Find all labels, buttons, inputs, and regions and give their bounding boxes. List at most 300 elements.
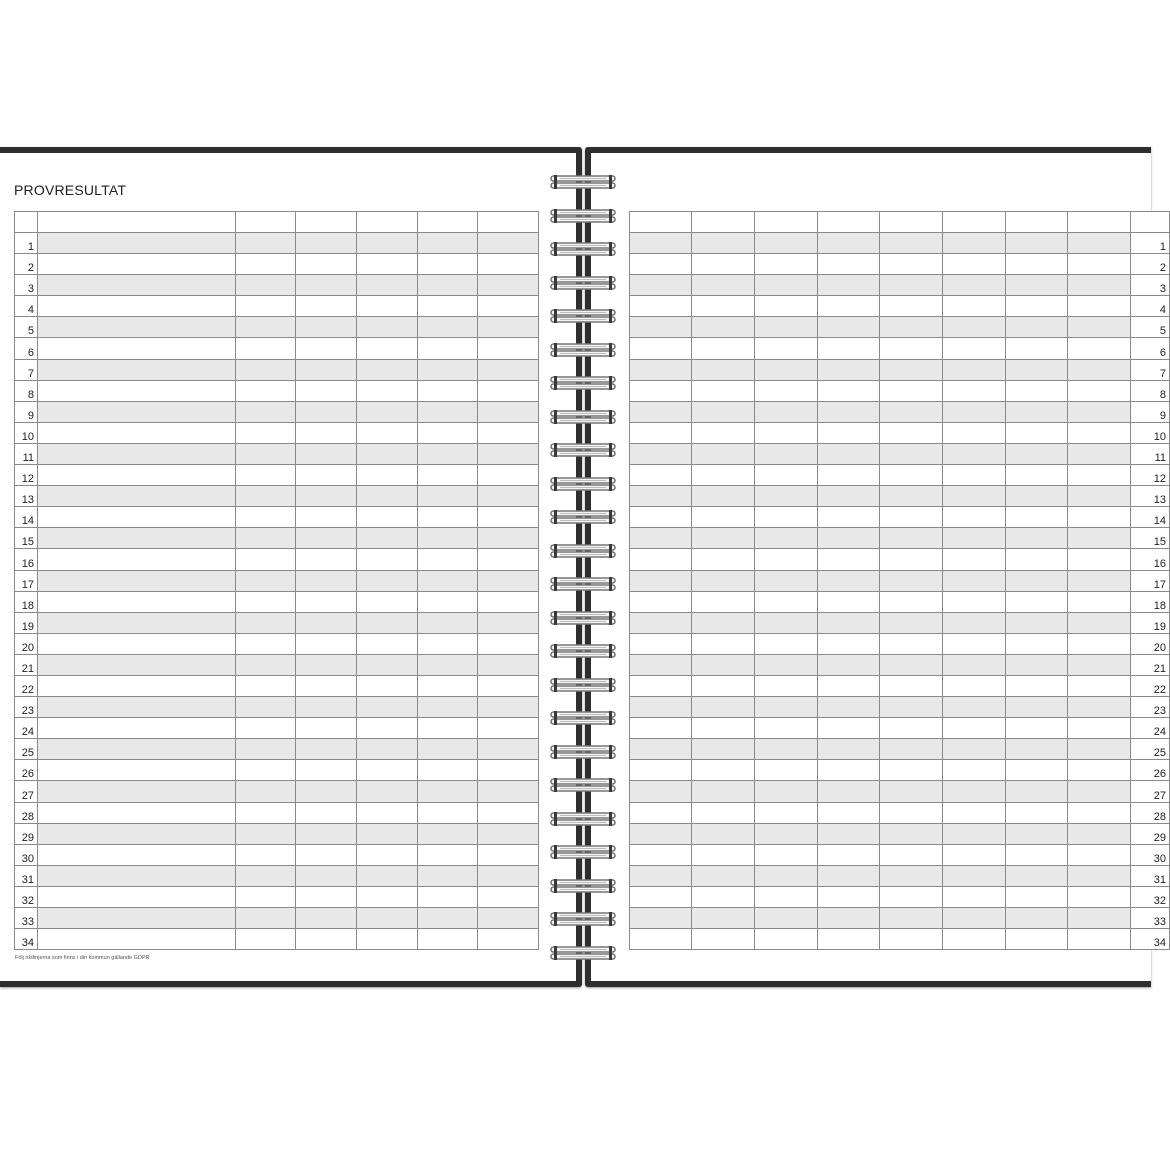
result-cell[interactable] <box>1006 886 1068 907</box>
result-cell[interactable] <box>630 865 692 886</box>
result-cell[interactable] <box>880 612 943 633</box>
result-cell[interactable] <box>880 697 943 718</box>
result-cell[interactable] <box>1068 422 1131 443</box>
result-cell[interactable] <box>943 443 1006 464</box>
result-cell[interactable] <box>478 528 539 549</box>
result-cell[interactable] <box>236 422 296 443</box>
result-cell[interactable] <box>236 507 296 528</box>
result-cell[interactable] <box>1068 591 1131 612</box>
result-cell[interactable] <box>818 591 880 612</box>
result-cell[interactable] <box>236 886 296 907</box>
result-cell[interactable] <box>818 380 880 401</box>
result-cell[interactable] <box>296 296 357 317</box>
result-cell[interactable] <box>943 844 1006 865</box>
result-cell[interactable] <box>880 802 943 823</box>
result-cell[interactable] <box>818 802 880 823</box>
result-cell[interactable] <box>880 718 943 739</box>
result-cell[interactable] <box>818 654 880 675</box>
result-cell[interactable] <box>357 338 418 359</box>
result-cell[interactable] <box>236 296 296 317</box>
result-cell[interactable] <box>1068 275 1131 296</box>
result-cell[interactable] <box>296 443 357 464</box>
result-cell[interactable] <box>1006 802 1068 823</box>
result-cell[interactable] <box>755 697 818 718</box>
header-cell[interactable] <box>630 212 692 233</box>
result-cell[interactable] <box>357 549 418 570</box>
result-cell[interactable] <box>692 612 755 633</box>
result-cell[interactable] <box>1068 528 1131 549</box>
result-cell[interactable] <box>1006 254 1068 275</box>
result-cell[interactable] <box>755 338 818 359</box>
result-cell[interactable] <box>357 233 418 254</box>
result-cell[interactable] <box>418 275 478 296</box>
result-cell[interactable] <box>1006 486 1068 507</box>
result-cell[interactable] <box>296 823 357 844</box>
result-cell[interactable] <box>478 697 539 718</box>
result-cell[interactable] <box>418 865 478 886</box>
result-cell[interactable] <box>818 486 880 507</box>
result-cell[interactable] <box>1006 865 1068 886</box>
header-cell[interactable] <box>418 212 478 233</box>
result-cell[interactable] <box>755 422 818 443</box>
result-cell[interactable] <box>818 275 880 296</box>
result-cell[interactable] <box>357 802 418 823</box>
result-cell[interactable] <box>692 486 755 507</box>
result-cell[interactable] <box>692 254 755 275</box>
result-cell[interactable] <box>943 422 1006 443</box>
result-cell[interactable] <box>236 275 296 296</box>
result-cell[interactable] <box>296 359 357 380</box>
result-cell[interactable] <box>478 633 539 654</box>
result-cell[interactable] <box>755 633 818 654</box>
result-cell[interactable] <box>478 760 539 781</box>
result-cell[interactable] <box>818 633 880 654</box>
result-cell[interactable] <box>1006 380 1068 401</box>
result-cell[interactable] <box>357 443 418 464</box>
result-cell[interactable] <box>478 338 539 359</box>
result-cell[interactable] <box>478 486 539 507</box>
result-cell[interactable] <box>418 718 478 739</box>
result-cell[interactable] <box>818 612 880 633</box>
result-cell[interactable] <box>236 802 296 823</box>
result-cell[interactable] <box>478 380 539 401</box>
result-cell[interactable] <box>818 296 880 317</box>
result-cell[interactable] <box>755 528 818 549</box>
result-cell[interactable] <box>418 233 478 254</box>
result-cell[interactable] <box>296 549 357 570</box>
header-cell[interactable] <box>1006 212 1068 233</box>
result-cell[interactable] <box>755 317 818 338</box>
result-cell[interactable] <box>357 654 418 675</box>
result-cell[interactable] <box>755 612 818 633</box>
result-cell[interactable] <box>818 739 880 760</box>
result-cell[interactable] <box>1068 718 1131 739</box>
result-cell[interactable] <box>630 359 692 380</box>
result-cell[interactable] <box>478 823 539 844</box>
result-cell[interactable] <box>818 507 880 528</box>
result-cell[interactable] <box>630 612 692 633</box>
result-cell[interactable] <box>943 380 1006 401</box>
result-cell[interactable] <box>880 865 943 886</box>
result-cell[interactable] <box>418 338 478 359</box>
result-cell[interactable] <box>943 886 1006 907</box>
result-cell[interactable] <box>357 739 418 760</box>
result-cell[interactable] <box>236 929 296 950</box>
result-cell[interactable] <box>692 233 755 254</box>
result-cell[interactable] <box>418 570 478 591</box>
result-cell[interactable] <box>818 422 880 443</box>
result-cell[interactable] <box>755 929 818 950</box>
result-cell[interactable] <box>296 486 357 507</box>
result-cell[interactable] <box>880 844 943 865</box>
result-cell[interactable] <box>38 823 236 844</box>
result-cell[interactable] <box>818 929 880 950</box>
result-cell[interactable] <box>1006 338 1068 359</box>
result-cell[interactable] <box>630 844 692 865</box>
result-cell[interactable] <box>38 422 236 443</box>
result-cell[interactable] <box>630 760 692 781</box>
result-cell[interactable] <box>1068 317 1131 338</box>
result-cell[interactable] <box>692 908 755 929</box>
result-cell[interactable] <box>1006 528 1068 549</box>
result-cell[interactable] <box>692 697 755 718</box>
result-cell[interactable] <box>755 401 818 422</box>
result-cell[interactable] <box>943 781 1006 802</box>
result-cell[interactable] <box>296 844 357 865</box>
result-cell[interactable] <box>880 528 943 549</box>
result-cell[interactable] <box>943 570 1006 591</box>
result-cell[interactable] <box>1006 422 1068 443</box>
result-cell[interactable] <box>38 697 236 718</box>
result-cell[interactable] <box>236 591 296 612</box>
result-cell[interactable] <box>880 929 943 950</box>
result-cell[interactable] <box>1068 654 1131 675</box>
result-cell[interactable] <box>357 359 418 380</box>
result-cell[interactable] <box>1006 507 1068 528</box>
result-cell[interactable] <box>1006 549 1068 570</box>
result-cell[interactable] <box>38 570 236 591</box>
result-cell[interactable] <box>943 465 1006 486</box>
result-cell[interactable] <box>478 591 539 612</box>
result-cell[interactable] <box>357 886 418 907</box>
result-cell[interactable] <box>1006 296 1068 317</box>
result-cell[interactable] <box>357 275 418 296</box>
result-cell[interactable] <box>1068 633 1131 654</box>
result-cell[interactable] <box>692 443 755 464</box>
result-cell[interactable] <box>478 296 539 317</box>
result-cell[interactable] <box>38 549 236 570</box>
result-cell[interactable] <box>296 612 357 633</box>
result-cell[interactable] <box>38 443 236 464</box>
result-cell[interactable] <box>1006 359 1068 380</box>
result-cell[interactable] <box>478 802 539 823</box>
result-cell[interactable] <box>236 908 296 929</box>
result-cell[interactable] <box>38 908 236 929</box>
result-cell[interactable] <box>755 844 818 865</box>
result-cell[interactable] <box>630 633 692 654</box>
result-cell[interactable] <box>38 507 236 528</box>
result-cell[interactable] <box>418 401 478 422</box>
result-cell[interactable] <box>296 465 357 486</box>
result-cell[interactable] <box>943 296 1006 317</box>
result-cell[interactable] <box>692 591 755 612</box>
result-cell[interactable] <box>943 675 1006 696</box>
result-cell[interactable] <box>755 718 818 739</box>
header-cell[interactable] <box>692 212 755 233</box>
result-cell[interactable] <box>1006 633 1068 654</box>
result-cell[interactable] <box>1068 760 1131 781</box>
result-cell[interactable] <box>1006 612 1068 633</box>
result-cell[interactable] <box>880 549 943 570</box>
result-cell[interactable] <box>943 317 1006 338</box>
result-cell[interactable] <box>755 296 818 317</box>
result-cell[interactable] <box>1006 781 1068 802</box>
result-cell[interactable] <box>818 443 880 464</box>
result-cell[interactable] <box>755 486 818 507</box>
result-cell[interactable] <box>418 697 478 718</box>
header-cell[interactable] <box>296 212 357 233</box>
result-cell[interactable] <box>943 507 1006 528</box>
result-cell[interactable] <box>818 908 880 929</box>
result-cell[interactable] <box>1068 338 1131 359</box>
result-cell[interactable] <box>38 633 236 654</box>
result-cell[interactable] <box>1068 443 1131 464</box>
result-cell[interactable] <box>478 865 539 886</box>
result-cell[interactable] <box>818 401 880 422</box>
result-cell[interactable] <box>478 254 539 275</box>
result-cell[interactable] <box>630 886 692 907</box>
result-cell[interactable] <box>418 781 478 802</box>
result-cell[interactable] <box>880 380 943 401</box>
result-cell[interactable] <box>418 591 478 612</box>
result-cell[interactable] <box>236 612 296 633</box>
result-cell[interactable] <box>236 675 296 696</box>
result-cell[interactable] <box>943 254 1006 275</box>
result-cell[interactable] <box>692 338 755 359</box>
result-cell[interactable] <box>357 401 418 422</box>
result-cell[interactable] <box>296 275 357 296</box>
result-cell[interactable] <box>943 823 1006 844</box>
result-cell[interactable] <box>418 675 478 696</box>
header-cell[interactable] <box>357 212 418 233</box>
result-cell[interactable] <box>418 528 478 549</box>
result-cell[interactable] <box>818 317 880 338</box>
result-cell[interactable] <box>296 401 357 422</box>
result-cell[interactable] <box>478 465 539 486</box>
result-cell[interactable] <box>1006 401 1068 422</box>
result-cell[interactable] <box>296 422 357 443</box>
result-cell[interactable] <box>478 781 539 802</box>
result-cell[interactable] <box>478 675 539 696</box>
result-cell[interactable] <box>236 697 296 718</box>
result-cell[interactable] <box>943 633 1006 654</box>
header-cell[interactable] <box>15 212 38 233</box>
result-cell[interactable] <box>357 675 418 696</box>
result-cell[interactable] <box>943 401 1006 422</box>
result-cell[interactable] <box>357 591 418 612</box>
result-cell[interactable] <box>1006 675 1068 696</box>
result-cell[interactable] <box>880 654 943 675</box>
result-cell[interactable] <box>692 886 755 907</box>
header-cell[interactable] <box>1131 212 1170 233</box>
result-cell[interactable] <box>1006 739 1068 760</box>
result-cell[interactable] <box>38 465 236 486</box>
result-cell[interactable] <box>418 443 478 464</box>
result-cell[interactable] <box>38 718 236 739</box>
result-cell[interactable] <box>236 486 296 507</box>
result-cell[interactable] <box>943 802 1006 823</box>
result-cell[interactable] <box>357 697 418 718</box>
result-cell[interactable] <box>818 886 880 907</box>
result-cell[interactable] <box>478 718 539 739</box>
header-cell[interactable] <box>755 212 818 233</box>
result-cell[interactable] <box>296 528 357 549</box>
result-cell[interactable] <box>38 675 236 696</box>
result-cell[interactable] <box>236 380 296 401</box>
result-cell[interactable] <box>1006 465 1068 486</box>
result-cell[interactable] <box>1006 570 1068 591</box>
result-cell[interactable] <box>1068 886 1131 907</box>
result-cell[interactable] <box>943 760 1006 781</box>
result-cell[interactable] <box>357 781 418 802</box>
result-cell[interactable] <box>943 739 1006 760</box>
result-cell[interactable] <box>755 739 818 760</box>
result-cell[interactable] <box>692 422 755 443</box>
result-cell[interactable] <box>880 338 943 359</box>
result-cell[interactable] <box>630 507 692 528</box>
result-cell[interactable] <box>418 823 478 844</box>
result-cell[interactable] <box>755 760 818 781</box>
result-cell[interactable] <box>943 718 1006 739</box>
result-cell[interactable] <box>296 633 357 654</box>
result-cell[interactable] <box>357 760 418 781</box>
result-cell[interactable] <box>1068 549 1131 570</box>
result-cell[interactable] <box>1068 802 1131 823</box>
result-cell[interactable] <box>943 908 1006 929</box>
result-cell[interactable] <box>692 929 755 950</box>
result-cell[interactable] <box>236 549 296 570</box>
result-cell[interactable] <box>418 929 478 950</box>
result-cell[interactable] <box>418 317 478 338</box>
result-cell[interactable] <box>357 528 418 549</box>
result-cell[interactable] <box>943 865 1006 886</box>
result-cell[interactable] <box>418 633 478 654</box>
result-cell[interactable] <box>357 296 418 317</box>
result-cell[interactable] <box>38 233 236 254</box>
result-cell[interactable] <box>630 486 692 507</box>
result-cell[interactable] <box>236 338 296 359</box>
result-cell[interactable] <box>880 908 943 929</box>
result-cell[interactable] <box>818 338 880 359</box>
result-cell[interactable] <box>236 317 296 338</box>
result-cell[interactable] <box>630 465 692 486</box>
result-cell[interactable] <box>755 570 818 591</box>
result-cell[interactable] <box>630 380 692 401</box>
result-cell[interactable] <box>1068 465 1131 486</box>
header-cell[interactable] <box>880 212 943 233</box>
result-cell[interactable] <box>1006 275 1068 296</box>
result-cell[interactable] <box>692 781 755 802</box>
result-cell[interactable] <box>1068 781 1131 802</box>
result-cell[interactable] <box>38 528 236 549</box>
result-cell[interactable] <box>296 760 357 781</box>
result-cell[interactable] <box>943 275 1006 296</box>
result-cell[interactable] <box>880 233 943 254</box>
result-cell[interactable] <box>755 908 818 929</box>
result-cell[interactable] <box>818 254 880 275</box>
result-cell[interactable] <box>755 886 818 907</box>
result-cell[interactable] <box>1006 929 1068 950</box>
header-cell[interactable] <box>236 212 296 233</box>
result-cell[interactable] <box>630 338 692 359</box>
result-cell[interactable] <box>692 528 755 549</box>
result-cell[interactable] <box>38 275 236 296</box>
result-cell[interactable] <box>478 549 539 570</box>
result-cell[interactable] <box>630 401 692 422</box>
result-cell[interactable] <box>357 612 418 633</box>
result-cell[interactable] <box>38 760 236 781</box>
result-cell[interactable] <box>630 654 692 675</box>
result-cell[interactable] <box>692 718 755 739</box>
result-cell[interactable] <box>38 338 236 359</box>
result-cell[interactable] <box>1068 823 1131 844</box>
result-cell[interactable] <box>38 865 236 886</box>
result-cell[interactable] <box>236 718 296 739</box>
result-cell[interactable] <box>692 739 755 760</box>
result-cell[interactable] <box>630 233 692 254</box>
result-cell[interactable] <box>236 633 296 654</box>
result-cell[interactable] <box>478 612 539 633</box>
result-cell[interactable] <box>755 443 818 464</box>
result-cell[interactable] <box>38 739 236 760</box>
result-cell[interactable] <box>818 233 880 254</box>
result-cell[interactable] <box>692 844 755 865</box>
result-cell[interactable] <box>1006 760 1068 781</box>
result-cell[interactable] <box>1006 317 1068 338</box>
result-cell[interactable] <box>818 844 880 865</box>
result-cell[interactable] <box>818 570 880 591</box>
result-cell[interactable] <box>236 654 296 675</box>
result-cell[interactable] <box>478 359 539 380</box>
result-cell[interactable] <box>880 443 943 464</box>
result-cell[interactable] <box>755 233 818 254</box>
result-cell[interactable] <box>236 443 296 464</box>
result-cell[interactable] <box>880 486 943 507</box>
result-cell[interactable] <box>1068 929 1131 950</box>
result-cell[interactable] <box>880 886 943 907</box>
result-cell[interactable] <box>692 633 755 654</box>
result-cell[interactable] <box>38 380 236 401</box>
result-cell[interactable] <box>630 675 692 696</box>
result-cell[interactable] <box>692 465 755 486</box>
result-cell[interactable] <box>236 401 296 422</box>
result-cell[interactable] <box>1068 486 1131 507</box>
result-cell[interactable] <box>418 549 478 570</box>
result-cell[interactable] <box>630 929 692 950</box>
result-cell[interactable] <box>1068 612 1131 633</box>
result-cell[interactable] <box>818 718 880 739</box>
result-cell[interactable] <box>692 654 755 675</box>
result-cell[interactable] <box>692 802 755 823</box>
result-cell[interactable] <box>880 317 943 338</box>
result-cell[interactable] <box>296 718 357 739</box>
result-cell[interactable] <box>755 823 818 844</box>
result-cell[interactable] <box>418 886 478 907</box>
result-cell[interactable] <box>755 380 818 401</box>
result-cell[interactable] <box>692 380 755 401</box>
result-cell[interactable] <box>357 317 418 338</box>
result-cell[interactable] <box>38 844 236 865</box>
